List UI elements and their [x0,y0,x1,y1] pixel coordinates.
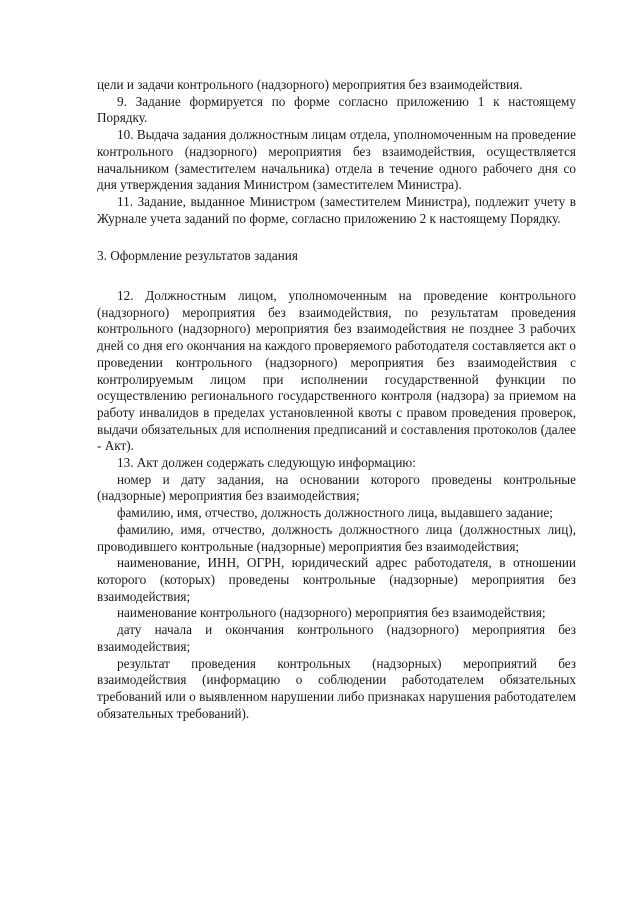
paragraph-10: 10. Выдача задания должностным лицам отдела, уполномоченным на проведение контрольного (надзорного) мероприятия без взаимодействия, осуществляется начальником (заместителем начальника) отдела в течение одного рабочего дня со дня утверждения задания Министром (заместителем Министра). [97,127,576,193]
list-item-employer: наименование, ИНН, ОГРН, юридический адрес работодателя, в отношении которого (которых) проведены контрольные (надзорные) мероприятия без взаимодействия; [97,555,576,604]
paragraph-9: 9. Задание формируется по форме согласно приложению 1 к настоящему Порядку. [97,93,576,126]
list-item-result: результат проведения контрольных (надзорных) мероприятий без взаимодействия (информацию о соблюдении работодателем обязательных требований или о выявленном нарушении либо признаках нарушения работодателем обязательных требований). [97,655,576,721]
paragraph-goals: цели и задачи контрольного (надзорного) мероприятия без взаимодействия. [97,77,523,92]
paragraph-13: 13. Акт должен содержать следующую информацию: [117,455,416,471]
list-item-inspectors: фамилию, имя, отчество, должность должностного лица (должностных лиц), проводившего контрольные (надзорные) мероприятия без взаимодействия; [97,521,576,554]
list-item-event-name: наименование контрольного (надзорного) мероприятия без взаимодействия; [117,605,546,621]
section-heading: 3. Оформление результатов задания [97,248,298,264]
document-page [97,77,576,722]
list-item-issuer: фамилию, имя, отчество, должность должностного лица, выдавшего задание; [117,505,553,521]
list-item-task-number: номер и дату задания, на основании которого проведены контрольные (надзорные) мероприятия без взаимодействия; [97,471,576,504]
list-item-dates: дату начала и окончания контрольного (надзорного) мероприятия без взаимодействия; [97,622,576,654]
paragraph-11: 11. Задание, выданное Министром (заместителем Министра), подлежит учету в Журнале учета заданий по форме, согласно приложению 2 к настоящему Порядку. [97,193,576,226]
paragraph-12: 12. Должностным лицом, уполномоченным на проведение контрольного (надзорного) мероприятия без взаимодействия, по результатам проведения контрольного (надзорного) мероприятия без взаимодействия не позднее 3 рабочих дней со дня его окончания на каждого проверяемого работодателя составляется акт о проведении контрольного (надзорного) мероприятия без взаимодействия с контролируемым лицом при исполнении государственной функции по осуществлению регионального государственного контроля (надзора) за приемом на работу инвалидов в пределах установленной квоты с правом проведения проверок, выдачи обязательных для исполнения предписаний и составления протоколов (далее - Акт). [97,288,576,454]
